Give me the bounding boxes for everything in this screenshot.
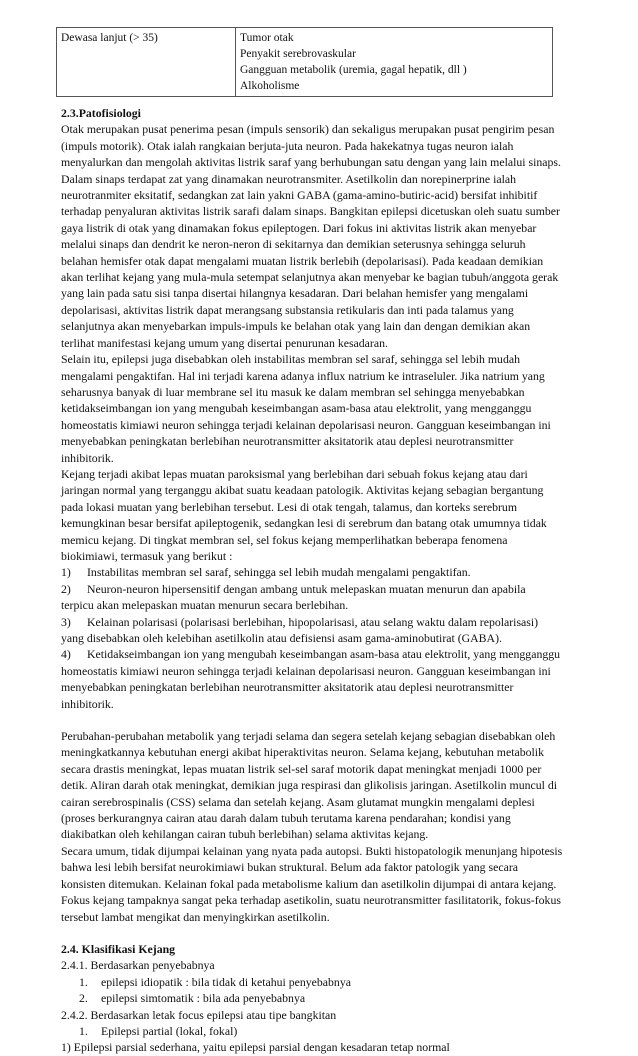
text-line: depolarisasi, aktivitas listrik dapat merangsang substansia retikularis dan inti pada talamus yang [61, 302, 514, 317]
text-line: homeostatis kimiawi neuron sehingga terjadi kelainan depolarisasi neuron. Gangguan keseimbangan ini [61, 663, 551, 678]
list-text: Neuron-neuron hipersensitif dengan ambang untuk melepaskan muatan menurun dan apabila [87, 581, 526, 596]
list-number: 2) [61, 581, 71, 596]
section-2-3 [61, 105, 617, 1056]
list-text: Ketidakseimbangan ion yang mengubah keseimbangan asam-basa atau elektrolit, yang mengganggu [87, 647, 561, 662]
text-line: (proses berkurangnya cairan atau darah dalam tubuh terutama karena pendarahan; kondisi yang [61, 811, 511, 826]
text-line: terhadap penyaluran aktivitas listrik sarafi dalam sinaps. Bangkitan epilepsi dicetuskan oleh suatu sumber [61, 204, 560, 219]
list-number: 3) [61, 614, 71, 629]
text-line: yang lain pada satu sisi tanpa disertai hilangnya kesadaran. Dari belahan hemisfer yang mengalami [61, 286, 529, 301]
text-line: meningkatkannya kebutuhan energi akibat hiperaktivitas neuron. Selama kejang, kebutuhan metabolik [61, 745, 544, 760]
text-line: seharusnya banyak di luar membrane sel itu masuk ke dalam membran sel sehingga menyebabkan [61, 384, 525, 399]
text-line: akan terlihat kejang yang mula-mula setempat selanjutnya akan menyebar ke bagian tubuh/anggota gerak [61, 270, 559, 285]
text-line: secara drastis meningkat, lepas muatan listrik sel-sel saraf motorik dapat meningkat menjadi 1000 per [61, 761, 542, 776]
list-text: epilepsi idiopatik : bila tidak di ketahui penyebabnya [101, 974, 351, 989]
section-heading: 2.4. Klasifikasi Kejang [61, 941, 176, 956]
list-text: Kelainan polarisasi (polarisasi berlebihan, hipopolarisasi, atau selang waktu dalam repolarisasi) [87, 614, 539, 629]
list-text: Epilepsi partial (lokal, fokal) [101, 1023, 238, 1038]
list-number: 1. [79, 974, 88, 989]
text-line: melalui sinaps dan dendrit ke neron-neron di sekitarnya dan demikian seterusnya sehingga seluruh [61, 237, 526, 252]
text-line: konsisten ditemukan. Kelainan fokal pada metabolisme kalium dan asetilkolin dijumpai di antara kejang. [61, 876, 557, 891]
text-line: yang disebabkan oleh kelebihan asetilkolin atau defisiensi asam gama-aminobutirat (GABA). [61, 631, 502, 645]
text-line: terpicu akan melepaskan muatan menurun secara berlebihan. [61, 598, 349, 613]
list-number: 4) [61, 647, 71, 662]
cause-item: Gangguan metabolik (uremia, gagal hepatik, dll ) [240, 64, 467, 76]
text-line: belahan hemisfer otak dapat mengalami muatan listrik berlebih (depolarisasi). Pada keadaan demikian [61, 253, 544, 268]
text-line: biokimiawi, termasuk yang berikut : [61, 548, 233, 563]
text-line: detik. Aliran darah otak meningkat, demikian juga respirasi dan glikolisis jaringan. Asetilkolin muncul di [61, 778, 558, 793]
numbered-list [61, 564, 617, 712]
text-line: mengalami pengaktifan. Hal ini terjadi karena adanya influx natrium ke intraseluler. Jika natrium yang [61, 368, 545, 383]
text-line: homeostatis kimiawi neuron sehingga terjadi kelainan depolarisasi neuron. Gangguan keseimbangan ini [61, 417, 551, 432]
list-item [61, 564, 617, 580]
text-line: cairan serebrospinalis (CSS) selama dan setelah kejang. Asam glutamat mungkin mengalami deplesi [61, 794, 535, 809]
sub-list [61, 1023, 617, 1039]
list-item: 1) Epilepsi parsial sederhana, yaitu epilepsi parsial dengan kesadaran tetap normal [61, 1040, 450, 1055]
cause-item: Penyakit serebrovaskular [240, 48, 356, 60]
text-line: inhibitorik. [61, 696, 114, 711]
subsection-heading: 2.4.2. Berdasarkan letak focus epilepsi atau tipe bangkitan [61, 1007, 337, 1022]
text-line: (impuls motorik). Otak ialah rangkaian berjuta-juta neuron. Pada hakekatnya tugas neuron ialah [61, 138, 514, 153]
text-line: Fokus kejang tampaknya sangat peka terhadap asetikolin, suatu neurotransmitter fasilitatorik, fokus-fokus [61, 893, 561, 908]
text-line: terlihat manifestasi kejang umum yang disertai penurunan kesadaran. [61, 335, 388, 350]
list-text: Instabilitas membran sel saraf, sehingga sel lebih mudah mengalami pengaktifan. [87, 565, 471, 580]
text-line: Dalam sinaps terdapat zat yang dinamakan neurotransmiter. Asetilkolin dan norepinerprine ialah [61, 171, 517, 186]
text-line: diakibatkan oleh kehilangan cairan tubuh berlebihan) selama aktivitas kejang. [61, 827, 429, 842]
text-line: Selain itu, epilepsi juga disebabkan oleh instabilitas membran sel saraf, sehingga sel lebih mudah [61, 352, 520, 367]
paragraph-block [61, 121, 617, 564]
text-line: jaringan normal yang terganggu akibat suatu keadaan patologik. Aktivitas kejang sebagian bergantung [61, 483, 544, 498]
list-number: 1) [61, 565, 71, 580]
text-line: kemungkinan besar bersifat apileptogenik, sedangkan lesi di serebrum dan batang otak umumnya tidak [61, 516, 547, 531]
text-line: pada lokasi muatan yang berlebihan tersebut. Lesi di otak tengah, talamus, dan korteks serebrum [61, 499, 518, 514]
sub-list [61, 974, 617, 1007]
cause-item: Alkoholisme [240, 80, 300, 92]
list-item [61, 581, 617, 597]
text-line: Perubahan-perubahan metabolik yang terjadi selama dan segera setelah kejang sebagian disebabkan oleh [61, 729, 556, 744]
list-item [61, 614, 617, 630]
cause-item: Tumor otak [240, 32, 294, 44]
text-line: gaya listrik di otak yang dinamakan fokus epileptogen. Dari fokus ini aktivitas listrik akan menyebar [61, 220, 537, 235]
text-line: bahwa lesi lebih bersifat neurokimiawi bukan struktural. Belum ada faktor patologik yang secara [61, 860, 518, 875]
text-line: Otak merupakan pusat penerima pesan (impuls sensorik) dan sekaligus merupakan pusat pengirim pesan [61, 122, 555, 137]
text-line: neurotranmiter eksitatif, sedangkan zat lain yakni GABA (gama-amino-butiric-acid) bersifat inhibitif [61, 188, 538, 203]
table-cell-causes [236, 28, 553, 97]
list-text: epilepsi simtomatik : bila ada penyebabnya [101, 991, 306, 1006]
list-item [61, 974, 617, 990]
section-heading: 2.3.Patofisiologi [61, 106, 141, 120]
text-line: Secara umum, tidak dijumpai kelainan yang nyata pada autopsi. Bukti histopatologik menunjang hipotesis [61, 843, 563, 858]
text-line: selanjutnya akan menyebarkan impuls-impuls ke belahan otak yang lain dan dengan demikian akan [61, 319, 531, 334]
table-cell-age [57, 28, 236, 97]
text-line: tersebut lambat mengikat dan menyingkirkan asetilkolin. [61, 909, 330, 924]
list-number: 2. [79, 991, 88, 1006]
paragraph-block [61, 728, 617, 925]
age-group-label: Dewasa lanjut (> 35) [61, 32, 158, 44]
age-cause-table [56, 27, 553, 97]
text-line: memicu kejang. Di tingkat membran sel, sel fokus kejang memperlihatkan beberapa fenomena [61, 532, 508, 547]
text-line: inhibitorik. [61, 450, 114, 465]
text-line: menyebabkan peningkatan berlebihan neurotransmitter aksitatorik atau deplesi neurotransmitter [61, 434, 514, 449]
list-number: 1. [79, 1023, 88, 1038]
list-item [61, 1023, 617, 1039]
text-line: menyalurkan dan mengolah aktivitas listrik saraf yang berhubungan satu dengan yang lain melalui sinaps. [61, 155, 561, 170]
list-item [61, 990, 617, 1006]
text-line: ketidakseimbangan ion yang mengubah keseimbangan asam-basa atau elektrolit, yang mengganggu [61, 401, 532, 416]
list-item [61, 646, 617, 662]
text-line: menyebabkan peningkatan berlebihan neurotransmitter aksitatorik atau deplesi neurotransmitter [61, 680, 514, 695]
subsection-heading: 2.4.1. Berdasarkan penyebabnya [61, 958, 215, 973]
text-line: Kejang terjadi akibat lepas muatan paroksismal yang berlebihan dari sebuah fokus kejang atau dari [61, 466, 528, 481]
